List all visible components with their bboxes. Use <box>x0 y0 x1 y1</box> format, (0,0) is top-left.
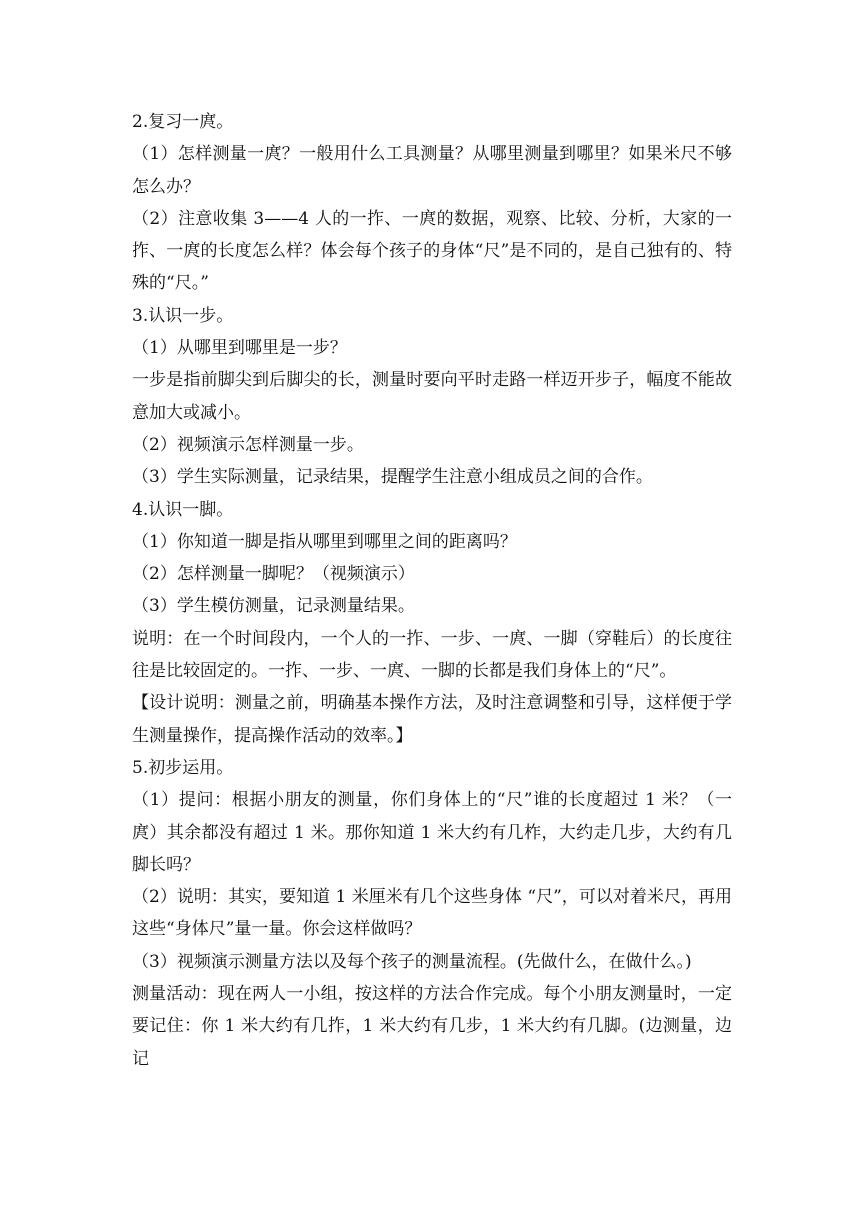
paragraph-measure-tuo: （1）怎样测量一庹？一般用什么工具测量？从哪里测量到哪里？如果米尺不够怎么办？ <box>132 144 732 197</box>
paragraph-application-explanation: （2）说明：其实，要知道 1 米厘米有几个这些身体 “尺”，可以对着米尺，再用这些“身体尺”量一量。你会这样做吗？ <box>132 887 732 940</box>
paragraph-design-note: 【设计说明：测量之前，明确基本操作方法，及时注意调整和引导，这样便于学生测量操作，提高操作活动的效率。】 <box>132 693 732 746</box>
paragraph-application-question: （1）提问：根据小朋友的测量，你们身体上的“尺”谁的长度超过 1 米？（一庹）其余都没有超过 1 米。那你知道 1 米大约有几柞，大约走几步，大约有几脚长吗？ <box>132 790 732 875</box>
paragraph-step-definition: 一步是指前脚尖到后脚尖的长，测量时要向平时走路一样迈开步子，幅度不能故意加大或减小。 <box>132 370 732 423</box>
paragraph-explanation: 说明：在一个时间段内，一个人的一拃、一步、一庹、一脚（穿鞋后）的长度往往是比较固定的。一拃、一步、一庹、一脚的长都是我们身体上的“尺”。 <box>132 628 732 682</box>
paragraph-step-question: （1）从哪里到哪里是一步？ <box>132 338 347 359</box>
paragraph-step-video: （2）视频演示怎样测量一步。 <box>132 434 364 455</box>
section-heading-one-foot: 4.认识一脚。 <box>132 499 234 520</box>
document-body <box>132 106 732 1075</box>
paragraph-application-video: （3）视频演示测量方法以及每个孩子的测量流程。(先做什么，在做什么。) <box>132 951 692 972</box>
section-heading-application: 5.初步运用。 <box>132 757 234 778</box>
paragraph-collect-data: （2）注意收集 3——4 人的一拃、一庹的数据，观察、比较、分析，大家的一拃、一庹的长度怎么样？体会每个孩子的身体“尺”是不同的，是自己独有的、特殊的“尺。” <box>132 208 732 294</box>
paragraph-foot-practice: （3）学生模仿测量，记录测量结果。 <box>132 596 415 617</box>
paragraph-measurement-activity: 测量活动：现在两人一小组，按这样的方法合作完成。每个小朋友测量时，一定要记住：你 1 米大约有几拃，1 米大约有几步，1 米大约有几脚。(边测量，边记 <box>132 984 732 1069</box>
section-heading-review-tuo: 2.复习一庹。 <box>132 112 234 132</box>
paragraph-foot-question: （1）你知道一脚是指从哪里到哪里之间的距离吗？ <box>132 531 517 552</box>
paragraph-foot-method: （2）怎样测量一脚呢？（视频演示） <box>132 564 415 585</box>
paragraph-step-practice: （3）学生实际测量，记录结果，提醒学生注意小组成员之间的合作。 <box>132 467 653 488</box>
section-heading-one-step: 3.认识一步。 <box>132 305 234 326</box>
